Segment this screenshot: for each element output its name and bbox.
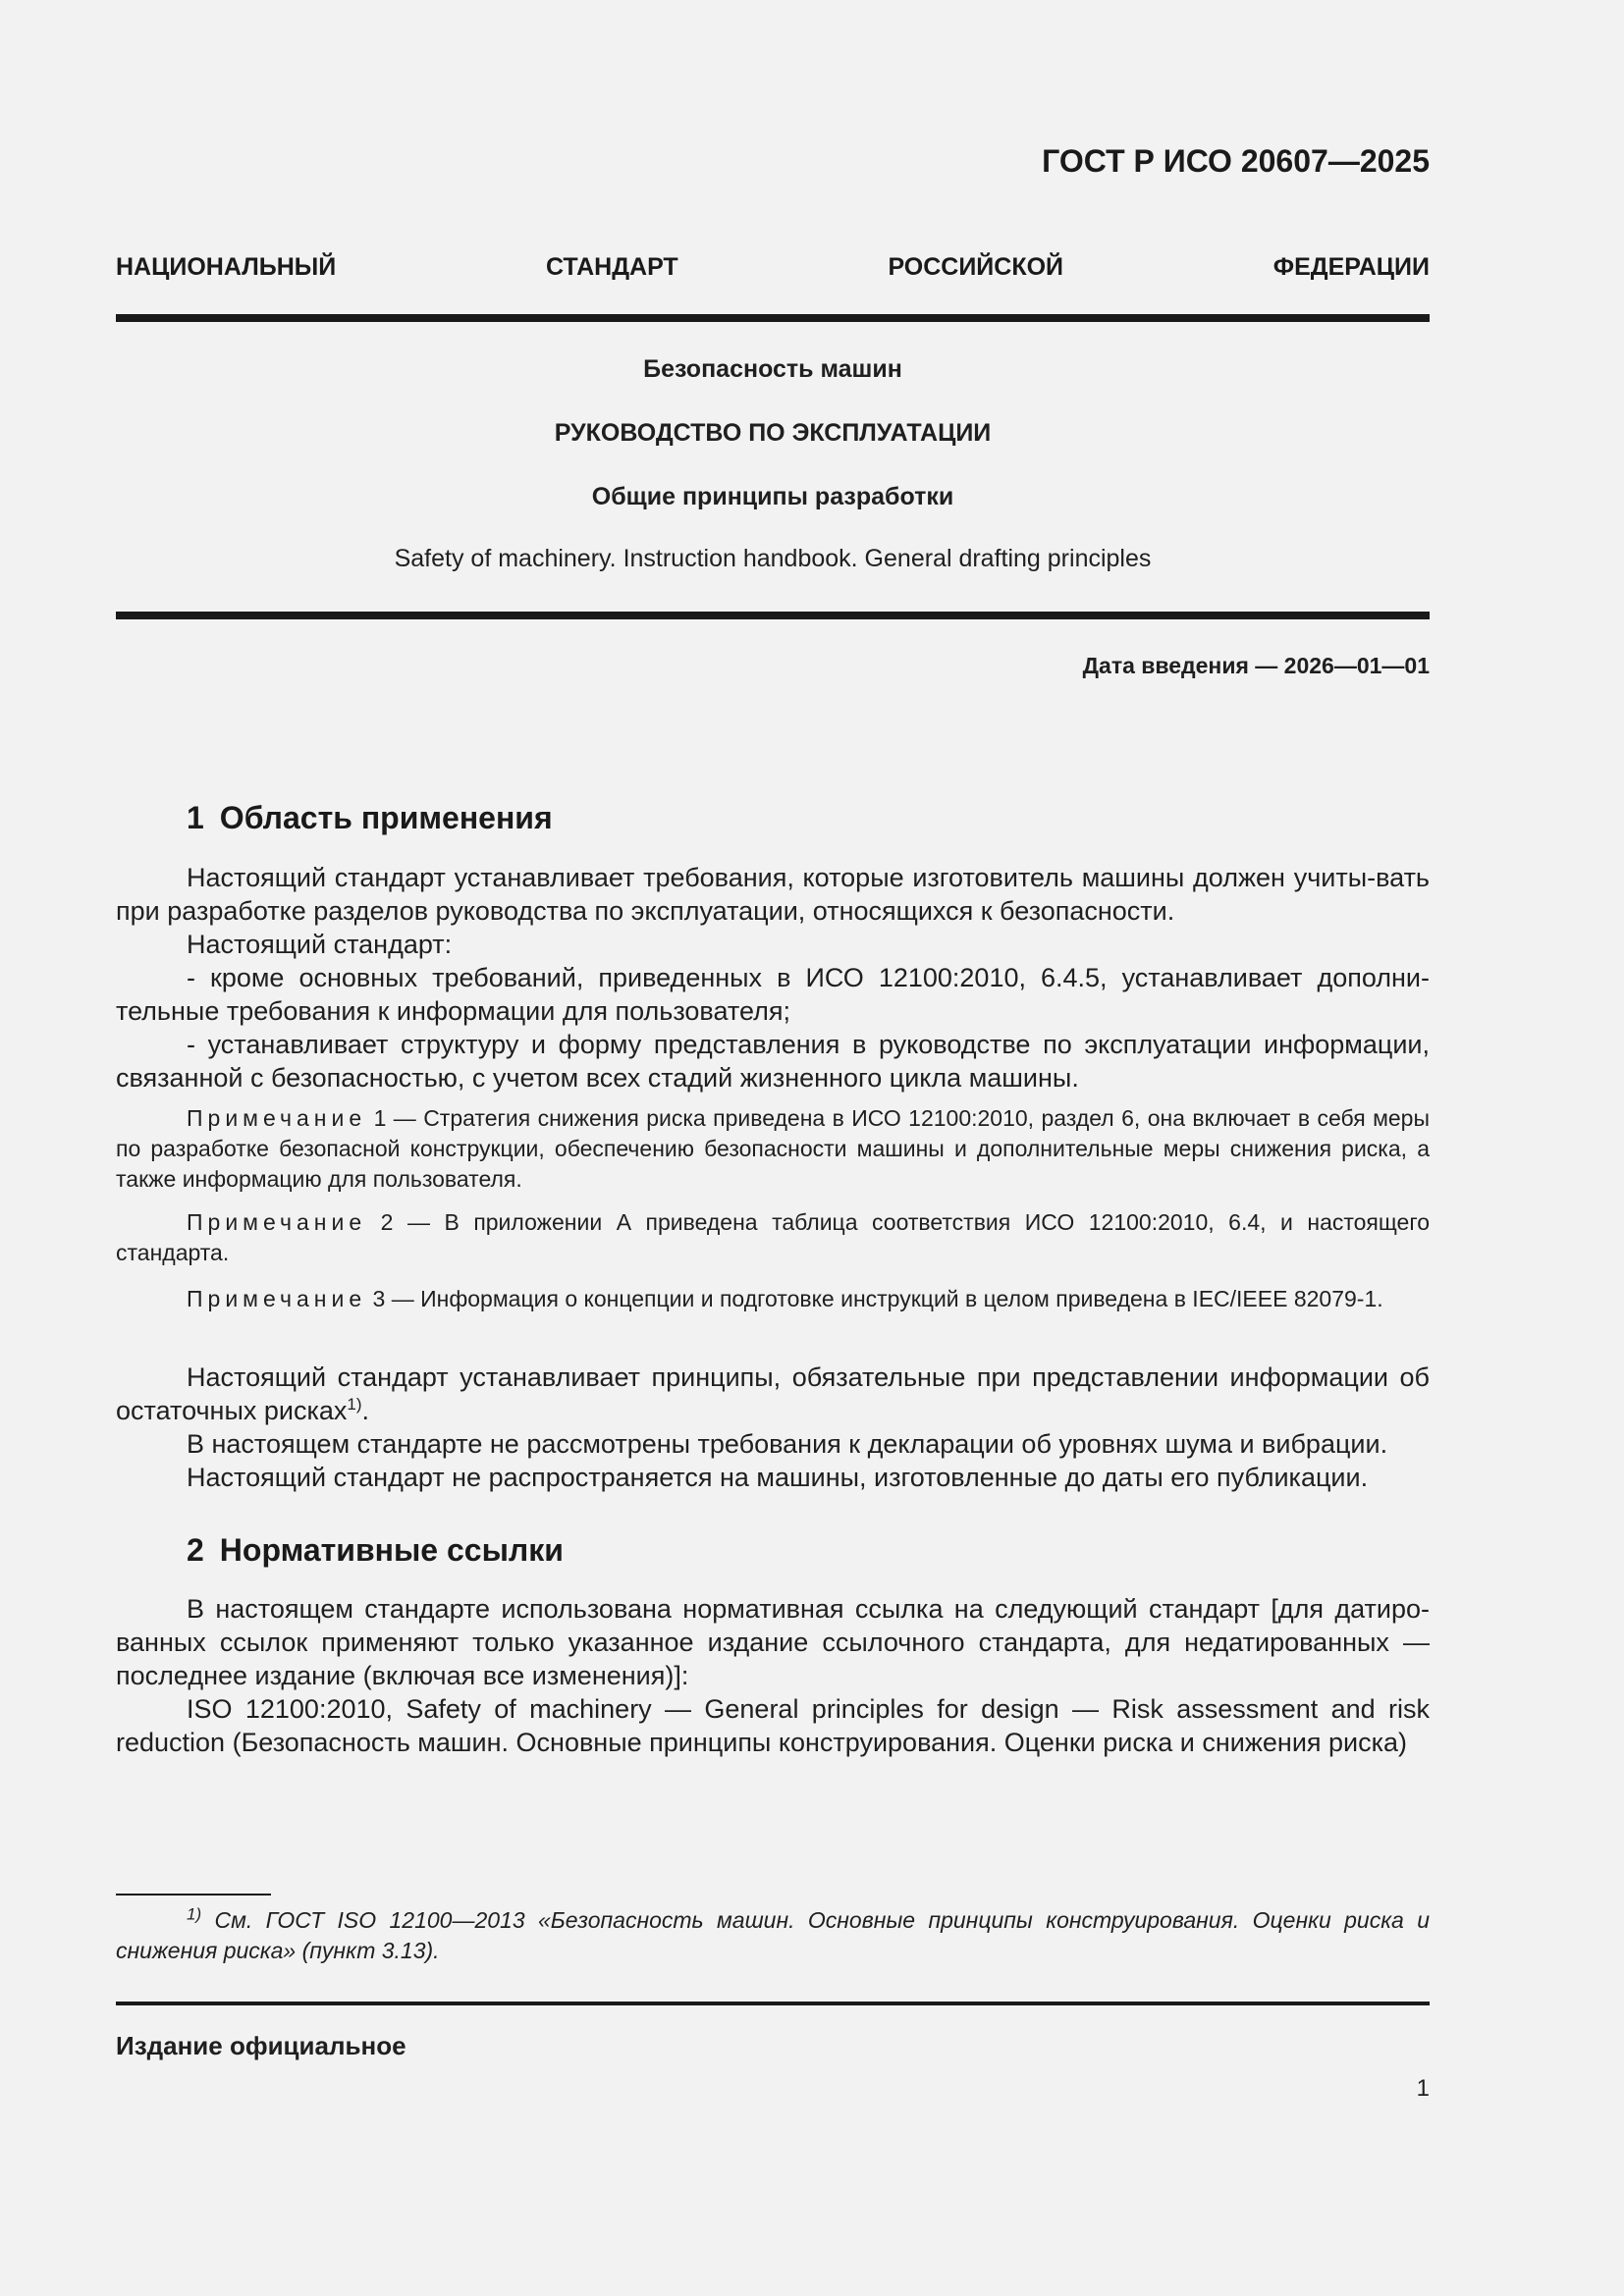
note1 — [116, 1103, 1430, 1195]
note1-text: — Стратегия снижения риска приведена в ИСО 12100:2010, раздел 6, она включает в себя меры по разработке безопасной конструкции, обеспечению безопасности машины и дополнительные меры снижения риска, а также информацию для пользователя. — [116, 1105, 1431, 1192]
section1-paragraph: В настоящем стандарте не рассмотрены требования к декларации об уровнях шума и вибрации. — [187, 1429, 1388, 1459]
section1-heading — [187, 800, 553, 836]
section2-title: Нормативные ссылки — [219, 1532, 564, 1568]
national-standard-text: НАЦИОНАЛЬНЫЙ СТАНДАРТ РОССИЙСКОЙ ФЕДЕРАЦИИ — [116, 253, 1430, 281]
note1-number: 1 — [373, 1105, 387, 1131]
section1-paragraph: - кроме основных требований, приведенных в ИСО 12100:2010, 6.4.5, устанавливает дополни-тельные требования к информации для пользователя; — [116, 963, 1430, 1026]
title-bottom-rule — [116, 612, 1430, 619]
note2-text: — В приложении А приведена таблица соответствия ИСО 12100:2010, 6.4, и настоящего стандарта. — [116, 1209, 1431, 1265]
top-rule — [116, 314, 1430, 322]
footnote-separator — [116, 1894, 271, 1896]
footnote-marker: 1) — [187, 1904, 202, 1924]
section1-title: Область применения — [219, 800, 553, 835]
title-line2: РУКОВОДСТВО ПО ЭКСПЛУАТАЦИИ — [554, 419, 992, 447]
official-edition-label: Издание официальное — [116, 2031, 406, 2060]
residual-risks-text: Настоящий стандарт устанавливает принципы, обязательные при представлении информации об остаточных рисках — [116, 1362, 1430, 1425]
footnote-text: См. ГОСТ ISO 12100—2013 «Безопасность машин. Основные принципы конструирования. Оценки риска и снижения риска» (пункт 3.13). — [116, 1907, 1430, 1963]
section2-body — [116, 1592, 1430, 1759]
note-label: Примечание — [187, 1209, 367, 1235]
section1-paragraph: - устанавливает структуру и форму представления в руководстве по эксплуатации информации, связанной с безопасностью, с учетом всех стадий жизненного цикла машины. — [116, 1030, 1430, 1093]
title-english: Safety of machinery. Instruction handbook. General drafting principles — [394, 545, 1152, 572]
section2-number: 2 — [187, 1532, 204, 1568]
national-standard-heading — [116, 253, 1430, 282]
note-label: Примечание — [187, 1286, 367, 1311]
section2-paragraph: ISO 12100:2010, Safety of machinery — General principles for design — Risk assessment and risk reduction (Безопасность машин. Основные принципы конструирования. Оценки риска и снижения риска) — [116, 1694, 1430, 1757]
note2-number: 2 — [380, 1209, 394, 1235]
section1-body-a — [116, 861, 1430, 1095]
footnote-reference[interactable]: 1) — [347, 1395, 362, 1414]
section1-paragraph: Настоящий стандарт: — [187, 930, 453, 959]
note-label: Примечание — [187, 1105, 367, 1131]
residual-risks-end: . — [361, 1396, 370, 1425]
page-number: 1 — [1416, 2075, 1430, 2102]
title-line1: Безопасность машин — [643, 355, 902, 383]
introduction-date: Дата введения — 2026—01—01 — [1082, 653, 1430, 678]
section2-paragraph: В настоящем стандарте использована нормативная ссылка на следующий стандарт [для датиро-ванных ссылок применяют только указанное издание ссылочного стандарта, для недатированных — последнее издание (включая все изменения)]: — [116, 1594, 1430, 1690]
note3-text: — Информация о концепции и подготовке инструкций в целом приведена в IEC/IEEE 82079-1. — [391, 1286, 1383, 1311]
title-line3: Общие принципы разработки — [591, 483, 954, 510]
note2 — [116, 1207, 1430, 1268]
footer-rule — [116, 2002, 1430, 2005]
footnote — [116, 1905, 1430, 1966]
section1-paragraph: Настоящий стандарт не распространяется на машины, изготовленные до даты его публикации. — [187, 1463, 1369, 1492]
note3 — [116, 1284, 1430, 1314]
section1-paragraph: Настоящий стандарт устанавливает требования, которые изготовитель машины должен учиты-вать при разработке разделов руководства по эксплуатации, относящихся к безопасности. — [116, 863, 1430, 926]
section1-paragraph — [116, 1361, 1430, 1427]
document-id: ГОСТ Р ИСО 20607—2025 — [1042, 143, 1430, 179]
note3-number: 3 — [372, 1286, 386, 1311]
section1-body-b — [116, 1361, 1430, 1494]
section1-number: 1 — [187, 800, 204, 835]
section2-heading — [187, 1532, 564, 1569]
